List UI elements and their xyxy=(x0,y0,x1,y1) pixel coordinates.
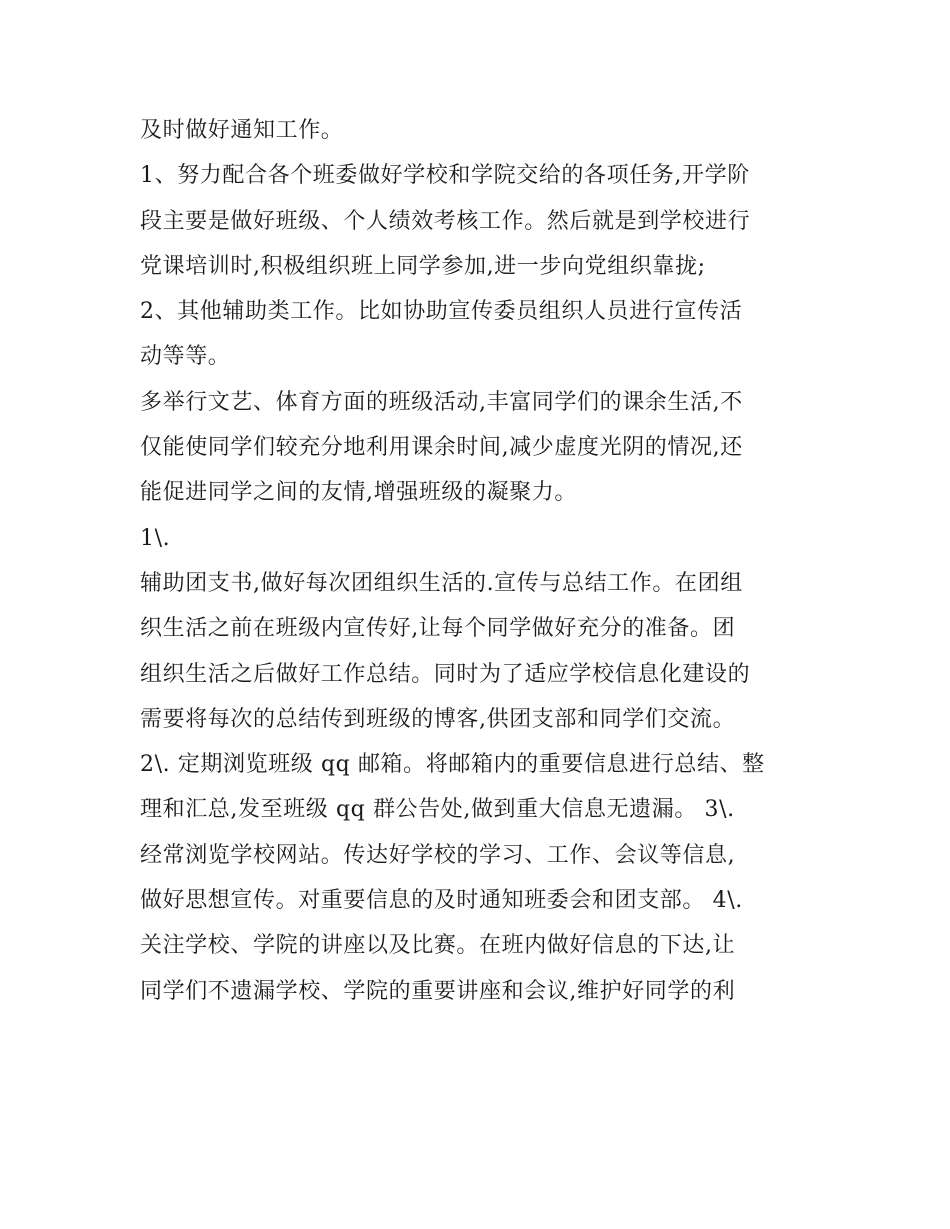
text-line: 辅助团支书,做好每次团组织生活的.宣传与总结工作。在团组 xyxy=(140,570,743,596)
text-line: 能促进同学之间的友情,增强班级的凝聚力。 xyxy=(140,480,577,506)
text-line: 关注学校、学院的讲座以及比赛。在班内做好信息的下达,让 xyxy=(140,933,736,959)
text-line: 需要将每次的总结传到班级的博客,供团支部和同学们交流。 xyxy=(140,706,736,732)
text-line: 织生活之前在班级内宣传好,让每个同学做好充分的准备。团 xyxy=(140,616,736,642)
text-line: 1\. xyxy=(140,525,171,551)
text-line: 多举行文艺、体育方面的班级活动,丰富同学们的课余生活,不 xyxy=(140,389,743,415)
text-line: 2\. 定期浏览班级 qq 邮箱。将邮箱内的重要信息进行总结、整 xyxy=(140,752,765,778)
text-line: 2、其他辅助类工作。比如协助宣传委员组织人员进行宣传活 xyxy=(140,299,743,325)
text-line: 段主要是做好班级、个人绩效考核工作。然后就是到学校进行 xyxy=(140,208,751,234)
text-line: 1、努力配合各个班委做好学校和学院交给的各项任务,开学阶 xyxy=(140,163,750,189)
text-line: 党课培训时,积极组织班上同学参加,进一步向党组织靠拢; xyxy=(140,253,706,279)
text-line: 仅能使同学们较充分地利用课余时间,减少虚度光阴的情况,还 xyxy=(140,435,743,461)
text-line: 同学们不遗漏学校、学院的重要讲座和会议,维护好同学的利 xyxy=(140,978,736,1004)
text-line: 做好思想宣传。对重要信息的及时通知班委会和团支部。 4\. xyxy=(140,888,743,914)
body-text xyxy=(140,108,820,1014)
text-line: 组织生活之后做好工作总结。同时为了适应学校信息化建设的 xyxy=(140,661,751,687)
text-line: 及时做好通知工作。 xyxy=(140,118,344,143)
text-line: 理和汇总,发至班级 qq 群公告处,做到重大信息无遗漏。 3\. xyxy=(140,797,735,823)
text-line: 经常浏览学校网站。传达好学校的学习、工作、会议等信息, xyxy=(140,842,736,868)
text-line: 动等等。 xyxy=(140,344,231,370)
